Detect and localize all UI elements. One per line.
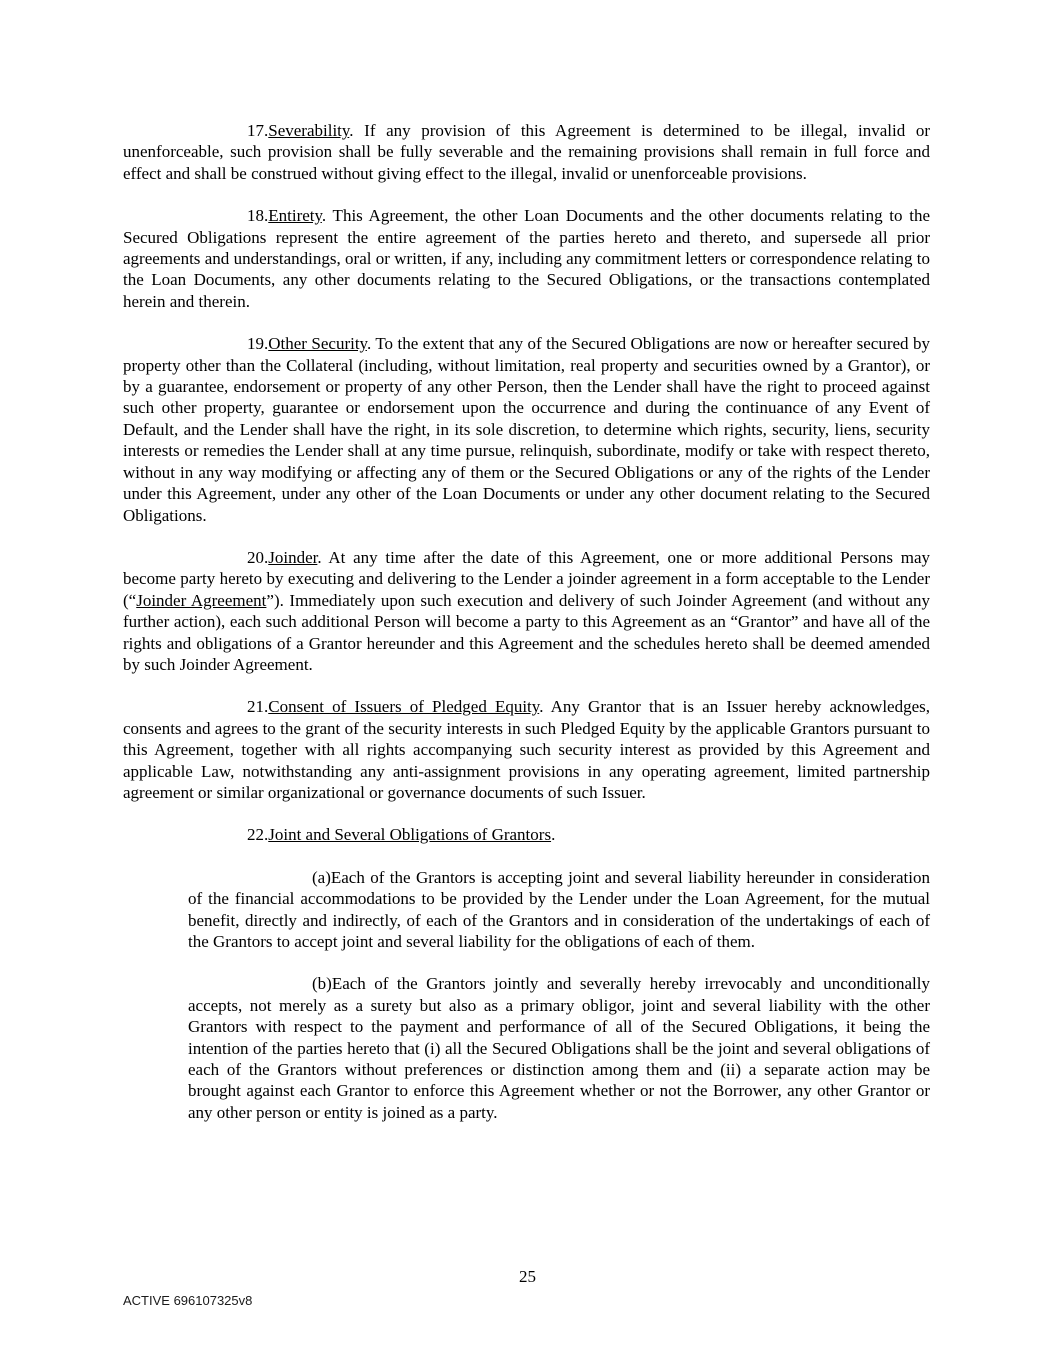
document-footer-id: ACTIVE 696107325v8 — [123, 1292, 253, 1308]
section-body: . — [551, 825, 556, 845]
section-21-paragraph — [123, 696, 930, 803]
section-number: 17. — [247, 121, 269, 140]
section-body: . If any provision of this Agreement is determined to be illegal, invalid or unenforceable, such provision shall be fully severable and the remaining provisions shall remain in full force and effect and shall be construed without giving effect to the illegal, invalid or unenforceable provisions. — [123, 121, 930, 183]
section-20-paragraph — [123, 547, 930, 675]
section-heading: Joinder — [268, 547, 318, 567]
section-22a-paragraph — [188, 867, 930, 953]
section-body: . To the extent that any of the Secured Obligations are now or hereafter secured by property other than the Collateral (including, without limitation, real property and securities owned by a Grantor), or by a guarantee, endorsement or property of any other Person, then the Lender shall have the right to proceed against such other property, guarantee or endorsement upon the occurrence and during the continuance of any Event of Default, and the Lender shall have the right, in its sole discretion, to determine which rights, security, liens, security interests or remedies the Lender shall at any time pursue, relinquish, subordinate, modify or take with respect thereto, without in any way modifying or affecting any of them or the Secured Obligations or any of the rights of the Lender under this Agreement, under any other of the Loan Documents or under any other document relating to the Secured Obligations. — [123, 334, 930, 525]
section-heading: Entirety — [268, 206, 322, 226]
section-heading: Joint and Several Obligations of Grantors — [268, 825, 552, 845]
page-number: 25 — [519, 1266, 536, 1286]
section-body-post: ”). Immediately upon such execution and delivery of such Joinder Agreement (and without any further action), each such additional Person will become a party to this Agreement as an “Grantor” and have all of the rights and obligations of a Grantor hereunder and this Agreement and the schedules hereto shall be deemed amended by such Joinder Agreement. — [123, 590, 930, 674]
section-heading: Consent of Issuers of Pledged Equity — [268, 697, 540, 717]
section-18-paragraph — [123, 205, 930, 312]
section-body: . Any Grantor that is an Issuer hereby acknowledges, consents and agrees to the grant of the security interests in such Pledged Equity by the applicable Grantors pursuant to this Agreement, together with all rights accompanying such security interest as provided by this Agreement and applicable Law, notwithstanding any anti-assignment provisions in any operating agreement, limited partnership agreement or similar organizational or governance documents of such Issuer. — [123, 697, 930, 802]
section-22-heading-paragraph — [123, 824, 930, 845]
section-number: 21. — [247, 697, 269, 717]
section-heading: Other Security — [268, 334, 367, 354]
section-body-pre: . At any time after the date of this Agreement, one or more additional Persons may become party hereto by executing and delivering to the Lender a joinder agreement in a form acceptable to the Lender (“ — [123, 547, 930, 610]
section-body: . This Agreement, the other Loan Documents and the other documents relating to the Secured Obligations represent the entire agreement of the parties hereto and thereto, and supersede all prior agreements and understandings, oral or written, if any, including any commitment letters or correspondence relating to the Loan Documents, any other documents relating to the Secured Obligations, or the transactions contemplated herein and therein. — [123, 206, 930, 311]
section-number: 20. — [247, 547, 269, 567]
subsection-body: Each of the Grantors jointly and severally hereby irrevocably and unconditionally accepts, not merely as a surety but also as a primary obligor, joint and several liability with the other Grantors with respect to the payment and performance of all of the Secured Obligations, it being the intention of the parties hereto that (i) all the Secured Obligations shall be the joint and several obligations of each of the Grantors without preferences or distinction among them and (ii) a separate action may be brought against each Grantor to enforce this Agreement whether or not the Borrower, any other Grantor or any other person or entity is joined as a party. — [188, 974, 930, 1122]
subsection-number: (b) — [312, 974, 332, 994]
section-number: 18. — [247, 206, 269, 226]
defined-term-joinder-agreement: Joinder Agreement — [136, 590, 267, 610]
section-19-paragraph — [123, 333, 930, 526]
subsection-body: Each of the Grantors is accepting joint and several liability hereunder in consideration of the financial accommodations to be provided by the Lender under the Loan Agreement, for the mutual benefit, directly and indirectly, of each of the Grantors and in consideration of the undertakings of each of the Grantors to accept joint and several liability for the obligations of each of them. — [188, 867, 930, 951]
section-number: 19. — [247, 334, 269, 354]
section-heading: Severability — [268, 121, 350, 140]
subsection-number: (a) — [312, 867, 331, 887]
section-17-paragraph — [123, 120, 930, 184]
section-number: 22. — [247, 825, 269, 845]
section-22b-paragraph — [188, 973, 930, 1123]
